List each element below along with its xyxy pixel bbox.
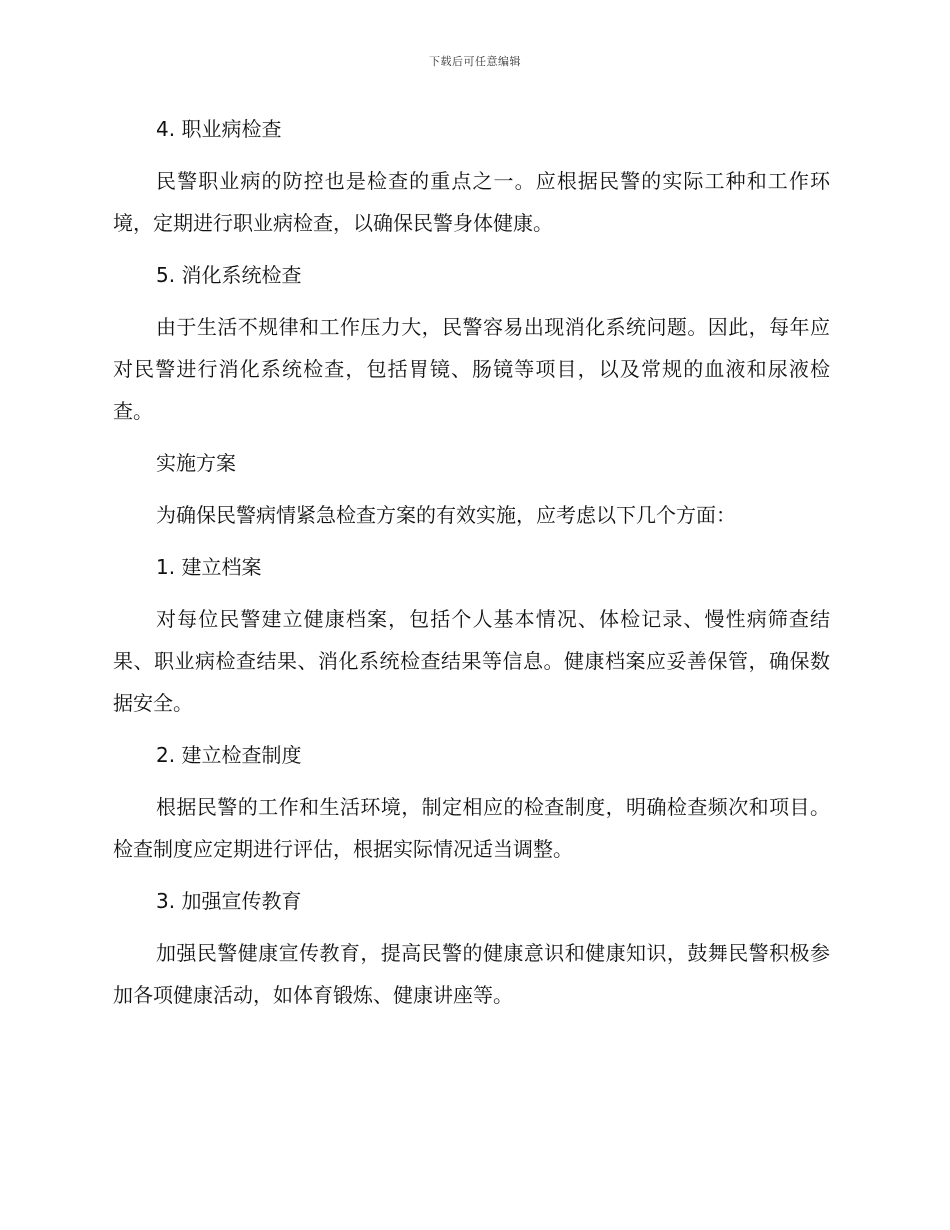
section-heading-occupational-disease: 4. 职业病检查 bbox=[156, 117, 282, 141]
section-heading-inspection-system: 2. 建立检查制度 bbox=[156, 743, 302, 767]
paragraph-build-records: 对每位民警建立健康档案，包括个人基本情况、体检记录、慢性病筛查结果、职业病检查结果、消化系统检查结果等信息。健康档案应妥善保管，确保数据安全。 bbox=[113, 607, 830, 715]
paragraph-implementation-intro: 为确保民警病情紧急检查方案的有效实施，应考虑以下几个方面： bbox=[156, 503, 736, 527]
section-heading-digestive-system: 5. 消化系统检查 bbox=[156, 263, 302, 287]
paragraph-inspection-system: 根据民警的工作和生活环境，制定相应的检查制度，明确检查频次和项目。检查制度应定期进行评估，根据实际情况适当调整。 bbox=[113, 795, 830, 861]
paragraph-health-education: 加强民警健康宣传教育，提高民警的健康意识和健康知识，鼓舞民警积极参加各项健康活动，如体育锻炼、健康讲座等。 bbox=[113, 941, 830, 1007]
section-heading-implementation-plan: 实施方案 bbox=[156, 451, 236, 475]
document-body bbox=[113, 108, 830, 1026]
paragraph-digestive-system: 由于生活不规律和工作压力大，民警容易出现消化系统问题。因此，每年应对民警进行消化系统检查，包括胃镜、肠镜等项目，以及常规的血液和尿液检查。 bbox=[113, 315, 830, 423]
section-heading-health-education: 3. 加强宣传教育 bbox=[156, 889, 302, 913]
paragraph-occupational-disease: 民警职业病的防控也是检查的重点之一。应根据民警的实际工种和工作环境，定期进行职业病检查，以确保民警身体健康。 bbox=[113, 169, 830, 235]
page-header: 下载后可任意编辑 bbox=[429, 55, 521, 68]
section-heading-build-records: 1. 建立档案 bbox=[156, 555, 262, 579]
